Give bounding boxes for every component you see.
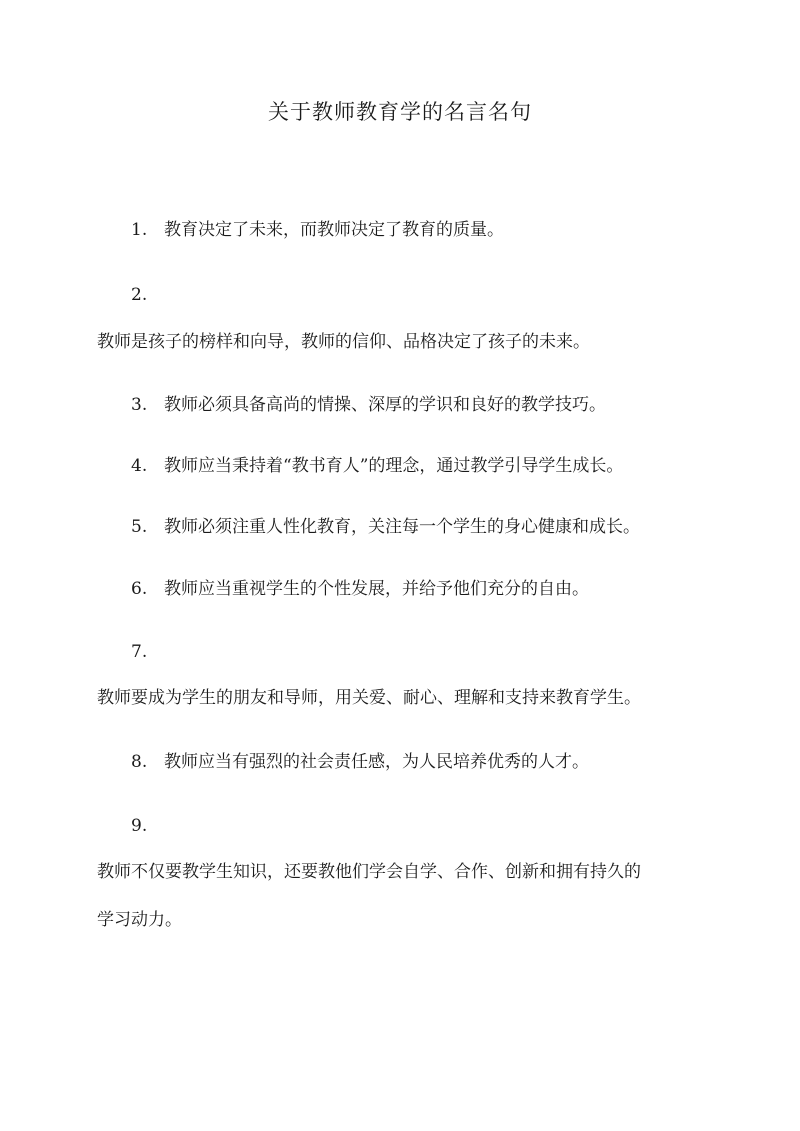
quote-number: 4. <box>131 456 148 476</box>
quote-text-2: 教师是孩子的榜样和向导，教师的信仰、品格决定了孩子的未来。 <box>97 332 590 352</box>
quote-text: 教师必须注重人性化教育，关注每一个学生的身心健康和成长。 <box>164 517 640 537</box>
quote-text: 教师必须具备高尚的情操、深厚的学识和良好的教学技巧。 <box>164 395 606 415</box>
quote-item-1 <box>131 218 504 242</box>
quote-text: 教师应当重视学生的个性发展，并给予他们充分的自由。 <box>164 579 589 599</box>
quote-number: 1. <box>131 220 148 240</box>
quote-text: 教师应当秉持着“教书育人”的理念，通过教学引导学生成长。 <box>164 456 624 476</box>
quote-text-7: 教师要成为学生的朋友和导师，用关爱、耐心、理解和支持来教育学生。 <box>97 688 641 708</box>
quote-item-3 <box>131 393 606 417</box>
quote-text: 教育决定了未来，而教师决定了教育的质量。 <box>164 220 504 240</box>
quote-number: 8. <box>131 752 148 772</box>
quote-item-6 <box>131 577 589 601</box>
quote-item-8 <box>131 750 589 774</box>
quote-number-9: 9. <box>131 816 148 836</box>
quote-text-9-line-1: 教师不仅要教学生知识，还要教他们学会自学、合作、创新和拥有持久的 <box>97 862 641 882</box>
quote-number: 5. <box>131 517 148 537</box>
quote-number-7: 7. <box>131 642 148 662</box>
quote-number: 6. <box>131 579 148 599</box>
quote-item-4 <box>131 454 623 478</box>
quote-text: 教师应当有强烈的社会责任感，为人民培养优秀的人才。 <box>164 752 589 772</box>
quote-number: 3. <box>131 395 148 415</box>
quote-item-5 <box>131 515 640 539</box>
quote-number-2: 2. <box>131 285 148 305</box>
quote-text-9-line-2: 学习动力。 <box>97 910 182 930</box>
page-title: 关于教师教育学的名言名句 <box>268 100 532 124</box>
